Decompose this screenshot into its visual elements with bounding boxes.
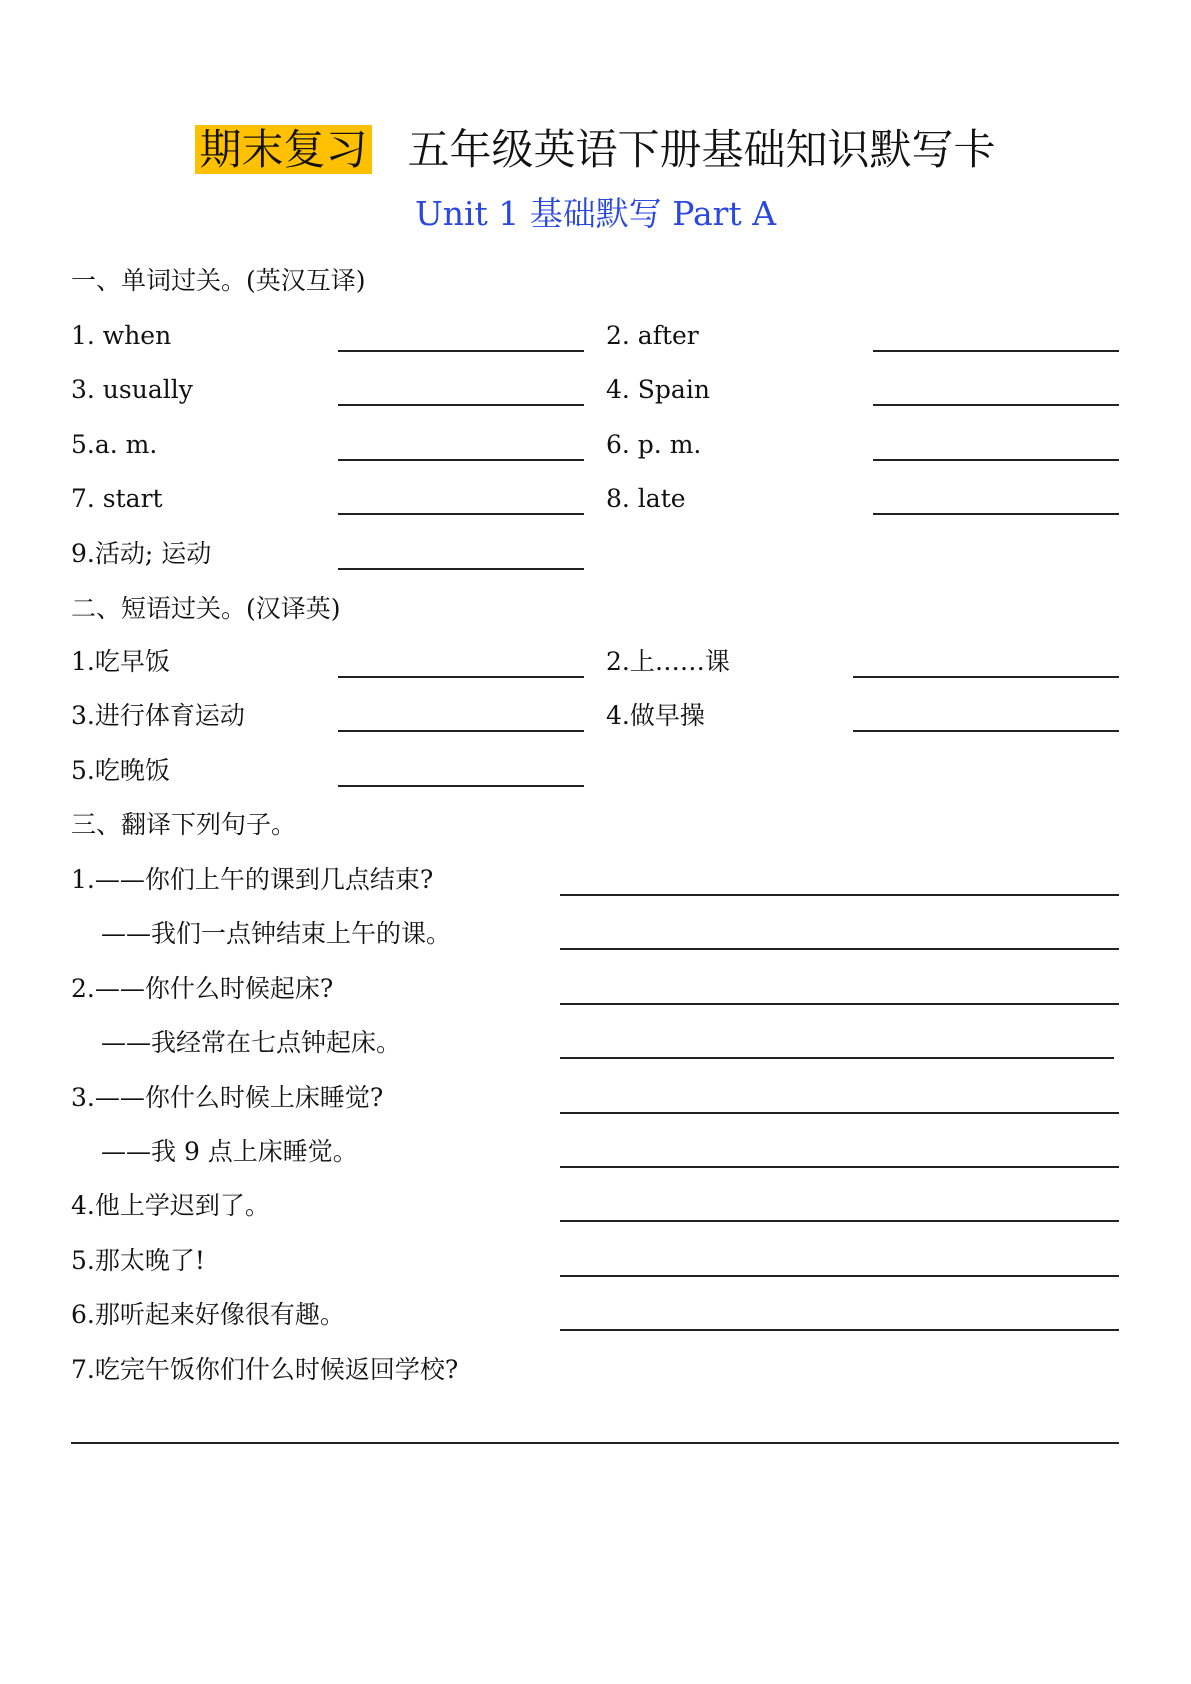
- sentence-item: 2.——你什么时候起床?: [71, 973, 334, 1003]
- phrase-item: 4.做早操: [606, 701, 705, 731]
- answer-blank-long[interactable]: [71, 1442, 1119, 1444]
- answer-blank[interactable]: [560, 1220, 1119, 1222]
- answer-blank[interactable]: [853, 676, 1119, 678]
- section-heading: 二、短语过关。(汉译英): [71, 594, 341, 623]
- sentence-item: 6.那听起来好像很有趣。: [71, 1300, 345, 1330]
- sentence-item: 5.那太晚了!: [71, 1245, 205, 1275]
- answer-blank[interactable]: [338, 730, 584, 732]
- word-item: 3. usually: [71, 375, 193, 405]
- sentence-item: ——我经常在七点钟起床。: [101, 1028, 402, 1058]
- word-item: 2. after: [606, 321, 699, 350]
- answer-blank[interactable]: [873, 404, 1119, 406]
- sentence-item: 7.吃完午饭你们什么时候返回学校?: [71, 1354, 459, 1384]
- word-item: 6. p. m.: [606, 429, 702, 459]
- answer-blank[interactable]: [853, 730, 1119, 732]
- answer-blank[interactable]: [338, 568, 584, 570]
- phrase-item: 1.吃早饭: [71, 647, 170, 676]
- sentence-item: 1.——你们上午的课到几点结束?: [71, 865, 434, 894]
- word-item: 5.a. m.: [71, 429, 158, 459]
- answer-blank[interactable]: [873, 513, 1119, 515]
- phrase-item: 3.进行体育运动: [71, 701, 245, 731]
- answer-blank[interactable]: [560, 1275, 1119, 1277]
- word-item: 1. when: [71, 321, 172, 350]
- sentence-item: ——我 9 点上床睡觉。: [101, 1137, 358, 1166]
- answer-blank[interactable]: [560, 1057, 1114, 1059]
- answer-blank[interactable]: [873, 350, 1119, 352]
- section-heading: 三、翻译下列句子。: [71, 810, 297, 839]
- sentence-item: 3.——你什么时候上床睡觉?: [71, 1082, 384, 1112]
- answer-blank[interactable]: [338, 513, 584, 515]
- page-title: [0, 121, 1191, 179]
- answer-blank[interactable]: [560, 894, 1119, 896]
- sentence-item: ——我们一点钟结束上午的课。: [101, 919, 452, 949]
- answer-blank[interactable]: [560, 1003, 1119, 1005]
- answer-blank[interactable]: [560, 1112, 1119, 1114]
- page-subtitle: Unit 1 基础默写 Part A: [414, 194, 777, 233]
- answer-blank[interactable]: [338, 785, 584, 787]
- phrase-item: 5.吃晚饭: [71, 755, 170, 785]
- word-item: 4. Spain: [606, 375, 710, 405]
- answer-blank[interactable]: [560, 1329, 1119, 1331]
- answer-blank[interactable]: [338, 350, 584, 352]
- answer-blank[interactable]: [560, 948, 1119, 950]
- answer-blank[interactable]: [338, 404, 584, 406]
- phrase-item: 2.上……课: [606, 647, 730, 676]
- section-heading: 一、单词过关。(英汉互译): [71, 266, 366, 295]
- word-item: 7. start: [71, 484, 163, 514]
- word-item: 9.活动; 运动: [71, 538, 212, 568]
- answer-blank[interactable]: [338, 459, 584, 461]
- word-item: 8. late: [606, 484, 686, 514]
- answer-blank[interactable]: [560, 1166, 1119, 1168]
- title-text: 五年级英语下册基础知识默写卡: [407, 125, 996, 174]
- review-badge: 期末复习: [195, 125, 371, 174]
- answer-blank[interactable]: [873, 459, 1119, 461]
- answer-blank[interactable]: [338, 676, 584, 678]
- sentence-item: 4.他上学迟到了。: [71, 1191, 270, 1221]
